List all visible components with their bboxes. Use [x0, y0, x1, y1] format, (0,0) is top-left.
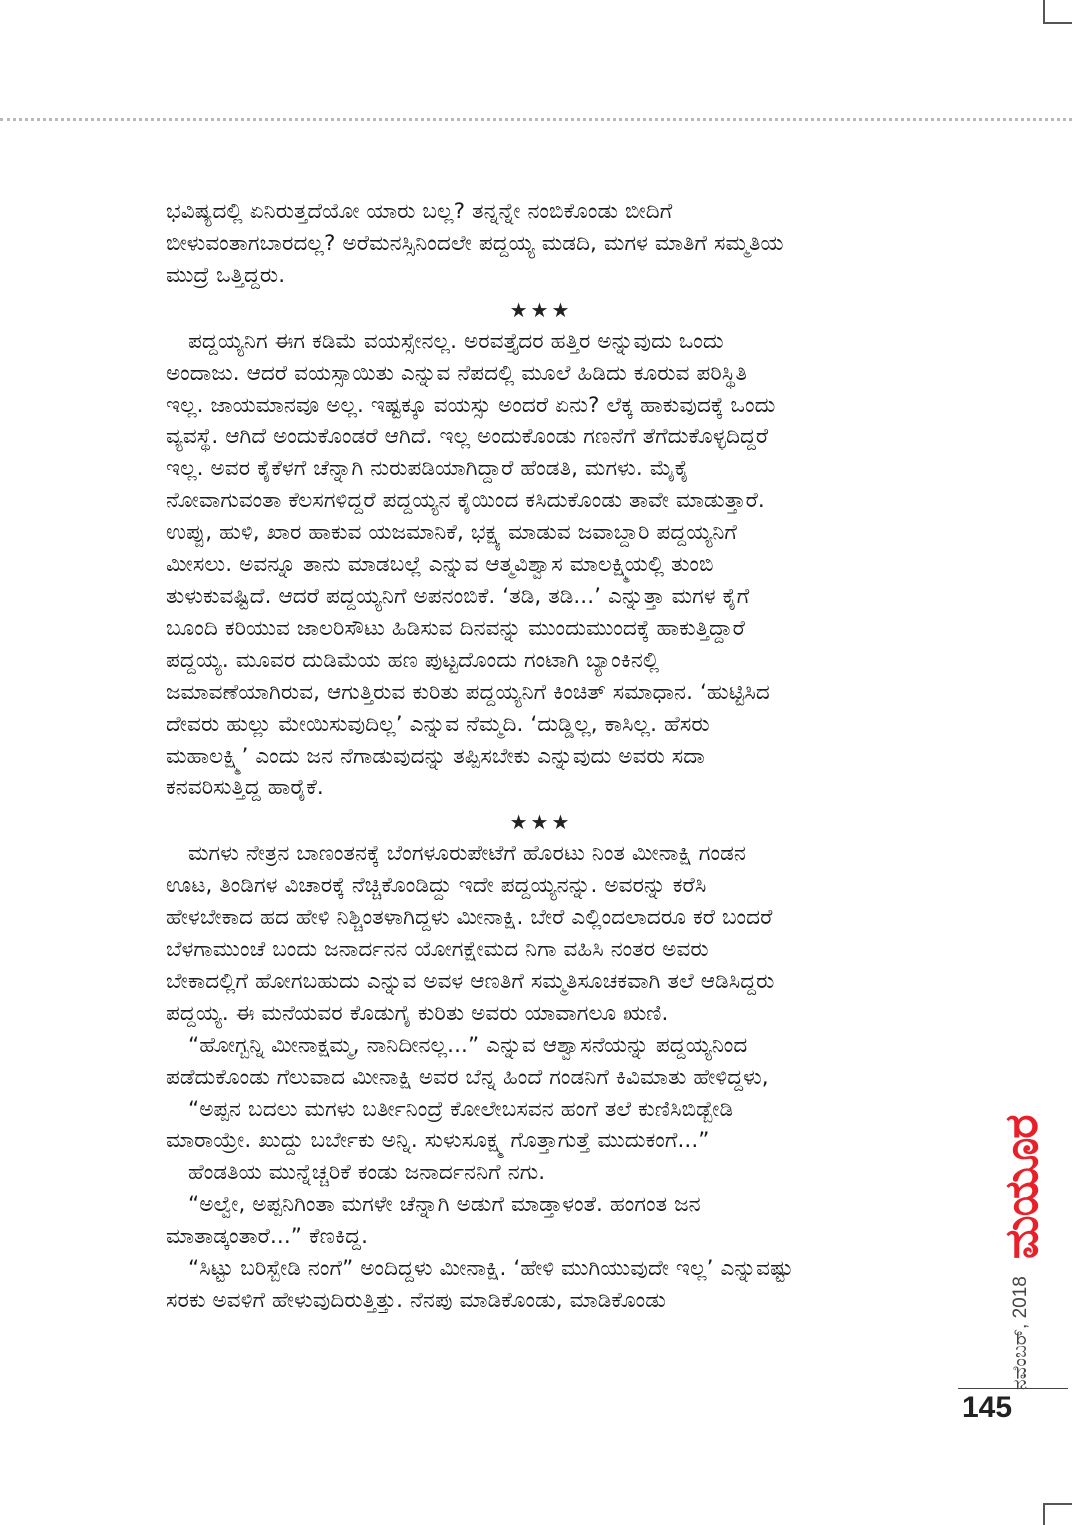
text-line: ಮುದ್ರೆ ಒತ್ತಿದ್ದರು.: [166, 262, 286, 288]
text-line: ಮಗಳು ನೇತ್ರನ ಬಾಣಂತನಕ್ಕೆ ಬೆಂಗಳೂರುಪೇಟೆಗೆ ಹೊರಟು ನಿಂತ ಮೀನಾಕ್ಷಿ ಗಂಡನ: [188, 841, 746, 867]
text-line: ಬೀಳುವಂತಾಗಬಾರದಲ್ಲ? ಅರೆಮನಸ್ಸಿನಿಂದಲೇ ಪದ್ದಯ್ಯ ಮಡದಿ, ಮಗಳ ಮಾತಿಗೆ ಸಮ್ಮತಿಯ: [166, 230, 784, 256]
text-line: ಸರಕು ಅವಳಿಗೆ ಹೇಳುವುದಿರುತ್ತಿತ್ತು. ನೆನಪು ಮಾಡಿಕೊಂಡು, ಮಾಡಿಕೊಂಡು: [166, 1288, 666, 1313]
crop-mark-bottom-right-horizontal: [1043, 1503, 1072, 1505]
magazine-name: ಮಯೂರ: [994, 1115, 1048, 1260]
crop-mark-top-right-vertical: [1043, 0, 1045, 22]
text-line: “ಹೋಗ್ಬನ್ನಿ ಮೀನಾಕ್ಷಮ್ಮ, ನಾನಿದೀನಲ್ಲ...” ಎನ್ನುವ ಆಶ್ವಾಸನೆಯನ್ನು ಪದ್ದಯ್ಯನಿಂದ: [188, 1032, 748, 1058]
text-line: “ಸಿಟ್ಟು ಬರಿಸ್ಬೇಡಿ ನಂಗೆ” ಅಂದಿದ್ದಳು ಮೀನಾಕ್ಷಿ. ‘ಹೇಳಿ ಮುಗಿಯುವುದೇ ಇಲ್ಲ’ ಎನ್ನುವಷ್ಟು: [188, 1256, 794, 1282]
text-line: ಹೆಂಡತಿಯ ಮುನ್ನೆಚ್ಚರಿಕೆ ಕಂಡು ಜನಾರ್ದನನಿಗೆ ನಗು.: [188, 1160, 546, 1186]
section-divider: ★★★: [509, 297, 573, 322]
article-body: [166, 196, 916, 1317]
text-line: ಪದ್ದಯ್ಯ. ಮೂವರ ದುಡಿಮೆಯ ಹಣ ಪುಟ್ಟದೊಂದು ಗಂಟಾಗಿ ಬ್ಯಾಂಕಿನಲ್ಲಿ: [166, 647, 660, 673]
text-line: ಮೀಸಲು. ಅವನ್ನೂ ತಾನು ಮಾಡಬಲ್ಲೆ ಎನ್ನುವ ಆತ್ಮವಿಶ್ವಾಸ ಮಾಲಕ್ಷ್ಮಿಯಲ್ಲಿ ತುಂಬಿ: [166, 552, 714, 578]
text-line: ಬೆಳಗಾಮುಂಚೆ ಬಂದು ಜನಾರ್ದನನ ಯೋಗಕ್ಷೇಮದ ನಿಗಾ ವಹಿಸಿ ನಂತರ ಅವರು: [166, 937, 709, 963]
text-line: ಊಟ, ತಿಂಡಿಗಳ ವಿಚಾರಕ್ಕೆ ನೆಚ್ಚಿಕೊಂಡಿದ್ದು ಇದೇ ಪದ್ದಯ್ಯನನ್ನು. ಅವರನ್ನು ಕರೆಸಿ: [166, 873, 707, 899]
text-line: ಇಲ್ಲ. ಜಾಯಮಾನವೂ ಅಲ್ಲ. ಇಷ್ಟಕ್ಕೂ ವಯಸ್ಸು ಅಂದರೆ ಏನು? ಲೆಕ್ಕ ಹಾಕುವುದಕ್ಕೆ ಒಂದು: [166, 392, 776, 418]
text-line: ಕನವರಿಸುತ್ತಿದ್ದ ಹಾರೈಕೆ.: [166, 775, 324, 801]
header-dotted-rule: [0, 118, 1072, 121]
text-line: ಮಹಾಲಕ್ಷ್ಮಿ’ ಎಂದು ಜನ ನೆಗಾಡುವುದನ್ನು ತಪ್ಪಿಸಬೇಕು ಎನ್ನುವುದು ಅವರು ಸದಾ: [166, 743, 705, 769]
text-line: “ಅಪ್ಪನ ಬದಲು ಮಗಳು ಬರ್ತೀನಿಂದ್ರೆ ಕೋಲೇಬಸವನ ಹಂಗೆ ತಲೆ ಕುಣಿಸಿಬಿಡ್ಬೇಡಿ: [188, 1096, 734, 1122]
text-line: ಜಮಾವಣೆಯಾಗಿರುವ, ಆಗುತ್ತಿರುವ ಕುರಿತು ಪದ್ದಯ್ಯನಿಗೆ ಕಿಂಚಿತ್ ಸಮಾಧಾನ. ‘ಹುಟ್ಟಿಸಿದ: [166, 679, 770, 705]
text-line: ನೋವಾಗುವಂತಾ ಕೆಲಸಗಳಿದ್ದರೆ ಪದ್ದಯ್ಯನ ಕೈಯಿಂದ ಕಸಿದುಕೊಂಡು ತಾವೇ ಮಾಡುತ್ತಾರೆ.: [166, 488, 765, 514]
text-line: ಪಡೆದುಕೊಂಡು ಗೆಲುವಾದ ಮೀನಾಕ್ಷಿ ಅವರ ಬೆನ್ನ ಹಿಂದೆ ಗಂಡನಿಗೆ ಕಿವಿಮಾತು ಹೇಳಿದ್ದಳು,: [166, 1064, 769, 1090]
text-line: ಅಂದಾಜು. ಆದರೆ ವಯಸ್ಸಾಯಿತು ಎನ್ನುವ ನೆಪದಲ್ಲಿ ಮೂಲೆ ಹಿಡಿದು ಕೂರುವ ಪರಿಸ್ಥಿತಿ: [166, 360, 747, 386]
text-line: ವ್ಯವಸ್ಥೆ. ಆಗಿದೆ ಅಂದುಕೊಂಡರೆ ಆಗಿದೆ. ಇಲ್ಲ ಅಂದುಕೊಂಡು ಗಣನೆಗೆ ತೆಗೆದುಕೊಳ್ಳದಿದ್ದರೆ: [166, 424, 769, 450]
crop-mark-bottom-right-vertical: [1043, 1503, 1045, 1525]
text-line: ಬೇಕಾದಲ್ಲಿಗೆ ಹೋಗಬಹುದು ಎನ್ನುವ ಅವಳ ಆಣತಿಗೆ ಸಮ್ಮತಿಸೂಚಕವಾಗಿ ತಲೆ ಆಡಿಸಿದ್ದರು: [166, 968, 775, 994]
text-line: “ಅಲ್ವೇ, ಅಪ್ಪನಿಗಿಂತಾ ಮಗಳೇ ಚೆನ್ನಾಗಿ ಅಡುಗೆ ಮಾಡ್ತಾಳಂತೆ. ಹಂಗಂತ ಜನ: [188, 1192, 701, 1218]
text-line: ಮಾರಾಯ್ರೇ. ಖುದ್ದು ಬರ್ಬೇಕು ಅನ್ನಿ. ಸುಳುಸೂಕ್ಷ್ಮ ಗೊತ್ತಾಗುತ್ತೆ ಮುದುಕಂಗೆ...”: [166, 1128, 710, 1154]
issue-date: ನವೆಂಬರ್, 2018: [1010, 1276, 1031, 1390]
page-number-rule: [958, 1388, 1068, 1389]
text-line: ಪದ್ದಯ್ಯ. ಈ ಮನೆಯವರ ಕೊಡುಗೈ ಕುರಿತು ಅವರು ಯಾವಾಗಲೂ ಋಣಿ.: [166, 1000, 669, 1026]
crop-mark-top-right-horizontal: [1043, 22, 1072, 24]
page-number: 145: [962, 1391, 1013, 1424]
text-line: ಇಲ್ಲ. ಅವರ ಕೈಕೆಳಗೆ ಚೆನ್ನಾಗಿ ನುರುಪಡಿಯಾಗಿದ್ದಾರೆ ಹೆಂಡತಿ, ಮಗಳು. ಮೈಕೈ: [166, 456, 689, 482]
text-line: ಭವಿಷ್ಯದಲ್ಲಿ ಏನಿರುತ್ತದೆಯೋ ಯಾರು ಬಲ್ಲ? ತನ್ನನ್ನೇ ನಂಬಿಕೊಂಡು ಬೀದಿಗೆ: [166, 199, 673, 224]
text-line: ಉಪ್ಪು, ಹುಳಿ, ಖಾರ ಹಾಕುವ ಯಜಮಾನಿಕೆ, ಭಕ್ಷ್ಯ ಮಾಡುವ ಜವಾಬ್ದಾರಿ ಪದ್ದಯ್ಯನಿಗೆ: [166, 520, 738, 546]
text-line: ಮಾತಾಡ್ಕಂತಾರೆ...” ಕೆಣಕಿದ್ದ.: [166, 1224, 368, 1250]
magazine-side-label: [958, 1050, 1048, 1390]
text-line: ಹೇಳಬೇಕಾದ ಹದ ಹೇಳಿ ನಿಶ್ಚಿಂತಳಾಗಿದ್ದಳು ಮೀನಾಕ್ಷಿ. ಬೇರೆ ಎಲ್ಲಿಂದಲಾದರೂ ಕರೆ ಬಂದರೆ: [166, 905, 773, 931]
section-divider: ★★★: [509, 810, 573, 835]
text-line: ದೇವರು ಹುಲ್ಲು ಮೇಯಿಸುವುದಿಲ್ಲ’ ಎನ್ನುವ ನೆಮ್ಮದಿ. ‘ದುಡ್ಡಿಲ್ಲ, ಕಾಸಿಲ್ಲ. ಹೆಸರು: [166, 711, 710, 737]
text-line: ಪದ್ದಯ್ಯನಿಗ ಈಗ ಕಡಿಮೆ ವಯಸ್ಸೇನಲ್ಲ. ಅರವತ್ತೈದರ ಹತ್ತಿರ ಅನ್ನುವುದು ಒಂದು: [188, 328, 724, 354]
text-line: ಬೂಂದಿ ಕರಿಯುವ ಜಾಲರಿಸೌಟು ಹಿಡಿಸುವ ದಿನವನ್ನು ಮುಂದುಮುಂದಕ್ಕೆ ಹಾಕುತ್ತಿದ್ದಾರೆ: [166, 615, 745, 641]
text-line: ತುಳುಕುವಷ್ಟಿದೆ. ಆದರೆ ಪದ್ದಯ್ಯನಿಗೆ ಅಪನಂಬಿಕೆ. ‘ತಡಿ, ತಡಿ...’ ಎನ್ನುತ್ತಾ ಮಗಳ ಕೈಗೆ: [166, 583, 750, 609]
